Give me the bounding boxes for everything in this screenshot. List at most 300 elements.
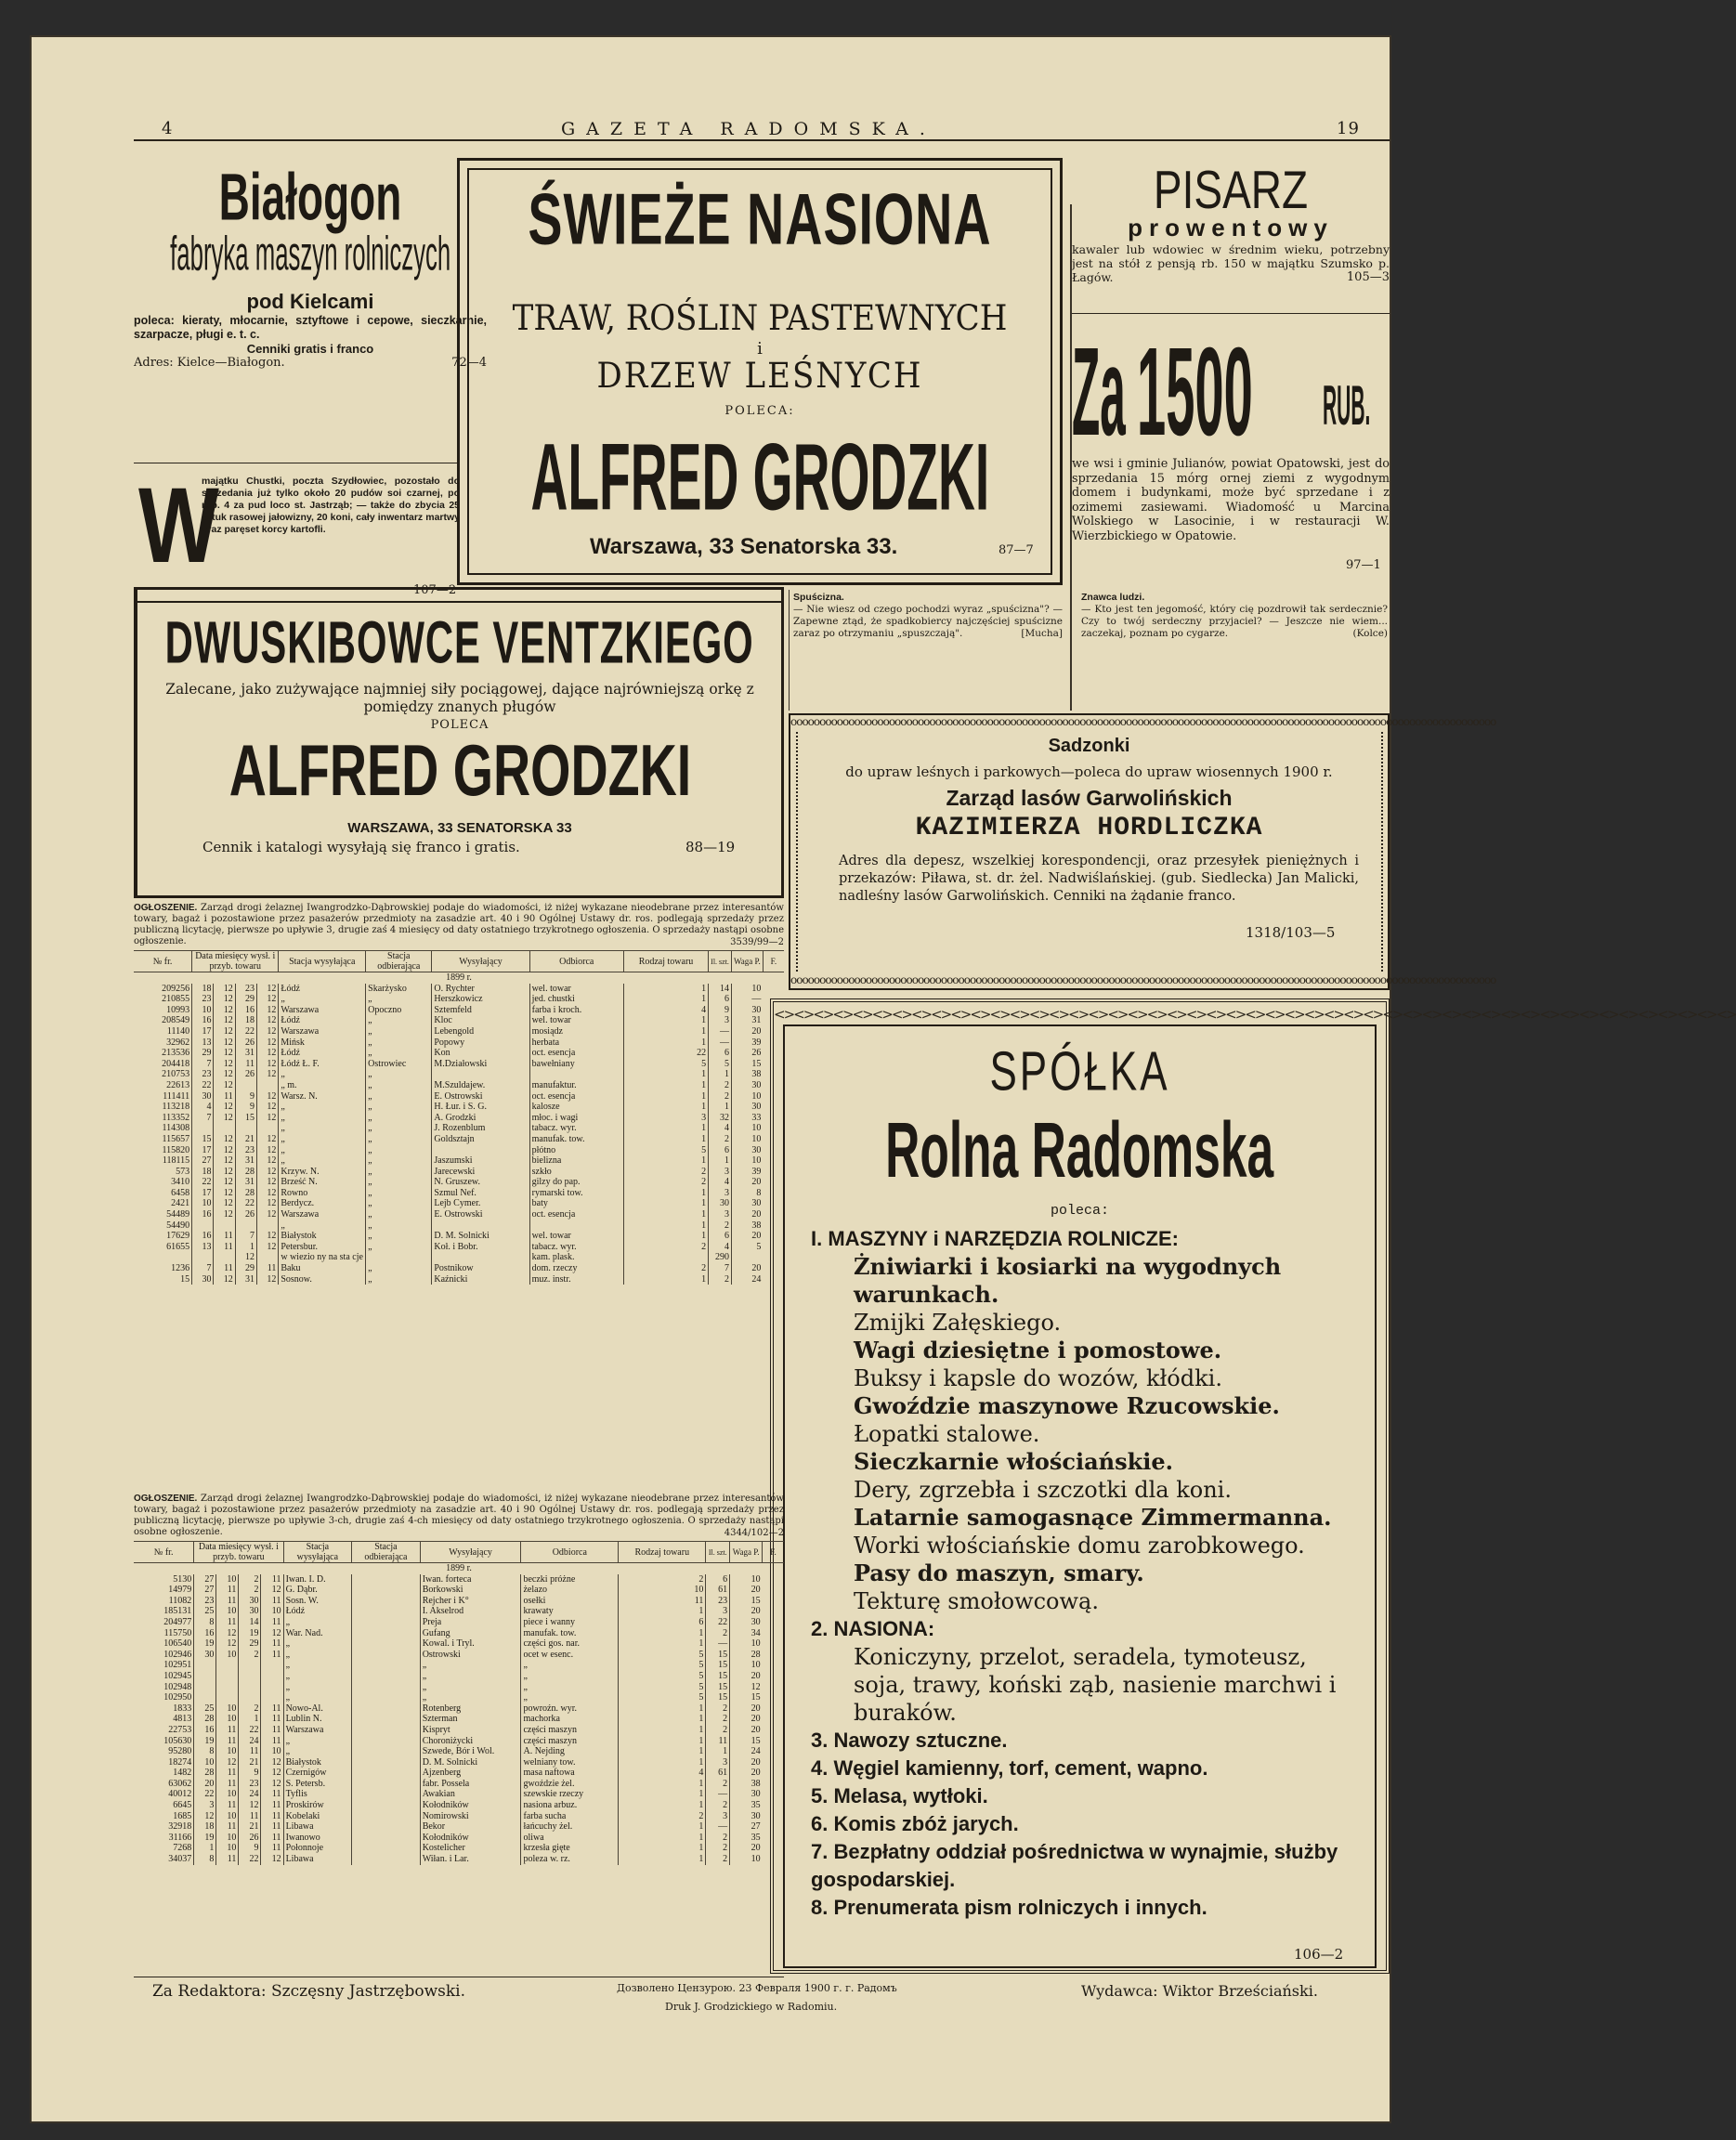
table-cell: rymarski tow. — [529, 1188, 623, 1199]
table-cell: 11 — [261, 1703, 283, 1715]
table-cell: Kowal. i Tryl. — [420, 1638, 521, 1650]
pisarz-body: kawaler lub wdowiec w średnim wieku, potrzebny jest na stół z pensją rb. 150 w majątku Szumsko p. Łagów. — [1072, 242, 1390, 284]
table-cell: „ — [366, 1069, 432, 1080]
col-wysylajacy: Wysyłający — [432, 951, 529, 972]
table-cell: 31 — [235, 1048, 256, 1059]
table-cell: „ — [366, 1026, 432, 1037]
table-cell — [352, 1650, 421, 1661]
table-cell: 25 — [194, 1703, 216, 1715]
table-cell: 30 — [730, 1617, 763, 1628]
table-cell: 115750 — [163, 1627, 192, 1638]
table-cell: powroźn. wyr. — [521, 1703, 619, 1715]
table-cell — [194, 1692, 216, 1703]
table-cell: Ajzenberg — [420, 1768, 521, 1779]
table-cell: 17 — [192, 1145, 214, 1156]
col-szt: Il. szt. — [709, 951, 732, 972]
table-cell: 30 — [194, 1650, 216, 1661]
masthead-title: GAZETA RADOMSKA. — [561, 119, 936, 139]
table-cell — [352, 1703, 421, 1715]
table-cell: 1 — [235, 1242, 256, 1253]
table-cell: 10 — [216, 1574, 239, 1585]
table-cell: 19 — [194, 1638, 216, 1650]
table-row — [134, 1274, 784, 1285]
table-cell: 12 — [257, 1274, 279, 1285]
table-row — [134, 1048, 784, 1059]
table-cell — [529, 1069, 623, 1080]
table-row — [134, 1080, 784, 1091]
table-cell: 1 — [623, 1091, 708, 1103]
table-cell: 12 — [214, 1274, 235, 1285]
table-cell: piece i wanny — [521, 1617, 619, 1628]
table-cell — [352, 1768, 421, 1779]
table-cell — [257, 1220, 279, 1232]
table-cell: 204977 — [163, 1616, 192, 1627]
table-cell: 18 — [235, 1015, 256, 1026]
table-row — [134, 1821, 784, 1833]
table-row — [134, 1768, 784, 1779]
table-cell: Rejcher i K° — [420, 1596, 521, 1607]
table-cell: 5 — [623, 1059, 708, 1070]
table-cell: — — [709, 1026, 732, 1037]
table-cell: 16 — [192, 1231, 214, 1242]
table-cell: 20 — [730, 1585, 763, 1596]
table-cell: 12 — [214, 1015, 235, 1026]
table-cell: „ — [366, 1231, 432, 1242]
table-cell: „ — [283, 1746, 352, 1757]
table-cell: „ — [279, 1155, 366, 1167]
table-cell — [352, 1725, 421, 1736]
table-cell: baty — [529, 1198, 623, 1209]
table-cell: „ — [521, 1671, 619, 1682]
table-cell: „ — [283, 1682, 352, 1693]
table-cell: 5 — [709, 1059, 732, 1070]
table-cell: „ — [521, 1692, 619, 1703]
table-cell: 32918 — [168, 1821, 192, 1833]
table-cell: 11 — [214, 1091, 235, 1103]
table-cell: 12 — [257, 984, 279, 995]
table-cell — [352, 1682, 421, 1693]
table-cell: 16 — [194, 1628, 216, 1639]
table-cell: oliwa — [521, 1833, 619, 1844]
table-cell: 12 — [214, 1177, 235, 1188]
table-cell: Sztemfeld — [432, 1005, 529, 1016]
table-cell: 1 — [619, 1800, 706, 1811]
table-cell: 1 — [194, 1843, 216, 1854]
nasiona-line1: TRAW, ROŚLIN PASTEWNYCH — [512, 298, 1008, 339]
table-cell: 40012 — [168, 1789, 192, 1800]
table-cell: 24 — [239, 1789, 261, 1800]
table-cell: 1 — [623, 1220, 708, 1232]
table-row — [134, 1188, 784, 1199]
table-cell: 13 — [192, 1037, 214, 1049]
table-cell: Szmul Nef. — [432, 1188, 529, 1199]
table-cell — [257, 1080, 279, 1091]
sadzonki-code: 1318/103—5 — [1246, 924, 1336, 941]
table-cell: 1 — [619, 1606, 706, 1617]
table-cell: 10 — [731, 1155, 763, 1167]
table-cell — [134, 1252, 192, 1263]
table-cell: 9 — [239, 1843, 261, 1854]
dwuskibowce-body: Zalecane, jako zużywające najmniej siły pociągowej, dające najrówniejszą orkę z pomiędzy znanych pługów — [165, 681, 754, 715]
table-cell: fabr. Possela — [420, 1779, 521, 1790]
table-cell: 20 — [730, 1843, 763, 1854]
table-cell: „ — [366, 1123, 432, 1134]
table-cell: 15 — [706, 1660, 730, 1671]
table-cell: 26 — [235, 1209, 256, 1220]
table-cell: Wiłan. i Lar. — [420, 1854, 521, 1865]
za-word: Za — [1072, 320, 1126, 462]
table-cell — [352, 1574, 421, 1585]
col-fr: № fr. — [134, 951, 192, 972]
table-cell: 10 — [216, 1703, 239, 1715]
table-cell: 2 — [619, 1811, 706, 1822]
table-cell: 12 — [257, 1113, 279, 1124]
table-cell: 12 — [214, 1167, 235, 1178]
table-cell: 111411 — [163, 1090, 190, 1102]
sadzonki-line1: do upraw leśnych i parkowych—poleca do upraw wiosennych 1900 r. — [845, 763, 1333, 780]
dwuskibowce-firm: ALFRED GRODZKI — [228, 730, 691, 812]
table-cell: 1 — [623, 1209, 708, 1220]
table-cell: 10 — [619, 1585, 706, 1596]
col-f: F. — [763, 951, 784, 972]
table-cell: 15 — [730, 1596, 763, 1607]
table-cell: poleza w. rz. — [521, 1854, 619, 1865]
table-cell: 2 — [623, 1242, 708, 1253]
table-cell: muz. instr. — [529, 1274, 623, 1285]
table-cell: 30 — [731, 1080, 763, 1091]
notice1-body: Zarząd drogi żelaznej Iwangrodzko-Dąbrowskiej podaje do wiadomości, iż niżej wykazane nieodebrane przez interesantów towary, bagaż i pozostawione przez pasażerów przedmioty na zasadzie art. 40 i 90 Ogólnej Ustawy dr. ros. podlegają sprzedaży przez publiczną licytację, pierwsze po upływie 3, drugie zaś 4 miesięcy od daty ostatniego trzykrotnego ogłoszenia. O sprzedaży nastąpi osobne ogłoszenie. — [134, 903, 784, 946]
table-cell: masa naftowa — [521, 1768, 619, 1779]
table-cell: 12 — [214, 1198, 235, 1209]
za1500-heading — [1072, 320, 1390, 462]
table-cell: E. Ostrowski — [432, 1091, 529, 1103]
table-cell: 2 — [239, 1574, 261, 1585]
table-cell: Libawa — [283, 1854, 352, 1865]
table-row — [134, 1026, 784, 1037]
table-cell: 1 — [619, 1789, 706, 1800]
table-cell: Łódź — [283, 1606, 352, 1617]
table-cell: 1 — [619, 1703, 706, 1715]
table-cell: wel. towar — [529, 1231, 623, 1242]
table-cell: 11 — [216, 1596, 239, 1607]
table-cell: części gos. nar. — [521, 1638, 619, 1650]
table-cell: O. Rychter — [432, 984, 529, 995]
table-cell: 17629 — [166, 1231, 190, 1242]
table-cell: 15 — [180, 1273, 190, 1285]
table-cell — [235, 1080, 256, 1091]
table-cell: 12 — [257, 1231, 279, 1242]
table-cell: 20 — [730, 1703, 763, 1715]
table-cell: Warsz. N. — [279, 1091, 366, 1103]
col2-f: F. — [763, 1542, 784, 1563]
table-cell: 11 — [261, 1650, 283, 1661]
table-cell: 115820 — [162, 1144, 190, 1155]
table-cell: 12 — [257, 1059, 279, 1070]
table-cell: 4 — [709, 1242, 732, 1253]
table-cell: Jaszumski — [432, 1155, 529, 1167]
table-cell: „ — [366, 1145, 432, 1156]
table-cell: 11 — [257, 1263, 279, 1274]
table-row — [134, 1736, 784, 1747]
table-cell: 10 — [731, 1123, 763, 1134]
table-cell: 12 — [214, 1134, 235, 1145]
table-row — [134, 1574, 784, 1585]
table-cell: 1 — [709, 1155, 732, 1167]
table-cell: oct. esencja — [529, 1209, 623, 1220]
pisarz-title: PISARZ — [1153, 159, 1309, 220]
table-cell: 28 — [194, 1714, 216, 1725]
table-cell — [352, 1779, 421, 1790]
table-cell: Baku — [279, 1263, 366, 1274]
table-cell: Rowno — [279, 1188, 366, 1199]
table-row — [134, 1167, 784, 1178]
table-cell: 2 — [709, 1080, 732, 1091]
table-cell: 11 — [261, 1596, 283, 1607]
table-cell: 9 — [239, 1768, 261, 1779]
table-cell: 10 — [261, 1606, 283, 1617]
bialogon-code: 72—4 — [451, 356, 487, 370]
table-cell: 10 — [216, 1843, 239, 1854]
table-cell: 11 — [216, 1617, 239, 1628]
table-cell — [352, 1736, 421, 1747]
notice2-table — [134, 1541, 784, 1865]
table-cell: 2 — [709, 1091, 732, 1103]
table-cell: machorka — [521, 1714, 619, 1725]
table-cell: 8 — [731, 1188, 763, 1199]
table-cell: 12 — [214, 994, 235, 1005]
table-cell: N. Gruszew. — [432, 1177, 529, 1188]
table-cell: oct. esencja — [529, 1091, 623, 1103]
table-cell — [239, 1682, 261, 1693]
table-cell: 2 — [706, 1714, 730, 1725]
table-cell: 1236 — [171, 1263, 190, 1274]
table-cell: 22 — [706, 1617, 730, 1628]
table-cell: 21 — [239, 1821, 261, 1833]
table-cell: 30 — [731, 1102, 763, 1113]
table-cell: 10 — [216, 1811, 239, 1822]
table-cell: 10 — [731, 1134, 763, 1145]
spolka-list-item: Zmijki Załęskiego. — [854, 1310, 1062, 1336]
table-cell — [352, 1821, 421, 1833]
table-cell: 23 — [706, 1596, 730, 1607]
table-cell — [239, 1692, 261, 1703]
table-row — [134, 1252, 784, 1263]
table-row — [134, 1682, 784, 1693]
table-cell: E. Ostrowski — [432, 1209, 529, 1220]
sadzonki-name: KAZIMIERZA HORDLICZKA — [915, 814, 1263, 842]
table-cell: Warszawa — [283, 1725, 352, 1736]
table-cell: 24 — [239, 1736, 261, 1747]
bialogon-subtitle: fabryka maszyn rolniczych — [169, 227, 451, 281]
table-cell: 2 — [239, 1585, 261, 1596]
table-cell: Skarżysko — [366, 984, 432, 995]
table-cell — [432, 1252, 529, 1263]
table-cell: 3 — [709, 1209, 732, 1220]
table-cell: „ — [366, 1177, 432, 1188]
table-cell: 11 — [239, 1811, 261, 1822]
table-cell: gilzy do pap. — [529, 1177, 623, 1188]
table-cell: „ — [279, 1102, 366, 1113]
table-cell: 11 — [216, 1725, 239, 1736]
table-cell: welniany tow. — [521, 1757, 619, 1768]
table-cell: 23 — [192, 994, 214, 1005]
spolka-list-item: 4. Węgiel kamienny, torf, cement, wapno. — [811, 1756, 1208, 1780]
table-cell — [352, 1692, 421, 1703]
col2-data: Data miesięcy wysł. i przyb. towaru — [194, 1542, 283, 1563]
spolka-list-item: Dery, zgrzebła i szczotki dla koni. — [854, 1477, 1232, 1503]
table-cell: 18 — [192, 984, 214, 995]
table-cell: farba i kroch. — [529, 1005, 623, 1016]
table-cell: „ — [366, 1155, 432, 1167]
table-cell: 1 — [706, 1746, 730, 1757]
table-cell: „ — [283, 1617, 352, 1628]
spuscizna-source: [Mucha] — [1021, 628, 1063, 639]
table-cell: 20 — [730, 1757, 763, 1768]
table-cell: 1 — [619, 1843, 706, 1854]
table-cell: 12 — [214, 1188, 235, 1199]
table-row — [134, 1833, 784, 1844]
table-row — [134, 1854, 784, 1865]
table-cell — [235, 1123, 256, 1134]
chustki-body: majątku Chustki, poczta Szydłowiec, pozostało do sprzedania już tylko około 20 pudów soi czarnej, po rub. 4 za pud loco st. Jastrząb; — także do zbycia 25 sztuk rasowej jałowizny, 20 koni, cały inwentarz martwy oraz paręset korcy kartofli. — [202, 476, 460, 535]
table-cell: 19 — [194, 1833, 216, 1844]
table-cell: Kispryt — [420, 1725, 521, 1736]
table-cell: 26 — [239, 1833, 261, 1844]
table-cell: „ — [283, 1660, 352, 1671]
table-cell: 3 — [709, 1015, 732, 1026]
table-cell: gwoździe żel. — [521, 1779, 619, 1790]
table-cell: H. Łur. i S. G. — [432, 1102, 529, 1113]
table-cell — [352, 1746, 421, 1757]
table-cell: 2 — [239, 1650, 261, 1661]
table-cell: 34 — [730, 1628, 763, 1639]
table-cell: farba sucha — [521, 1811, 619, 1822]
spolka-list — [811, 1225, 1359, 1922]
table-cell: części maszyn — [521, 1736, 619, 1747]
table-cell: 4 — [709, 1123, 732, 1134]
table-cell: 12 — [257, 1177, 279, 1188]
table-cell — [261, 1692, 283, 1703]
table-cell: 30 — [192, 1091, 214, 1103]
table-row — [134, 1037, 784, 1049]
table-cell — [352, 1789, 421, 1800]
table-cell: 2 — [619, 1574, 706, 1585]
table-cell: Tyflis — [283, 1789, 352, 1800]
table-cell: manufaktur. — [529, 1080, 623, 1091]
table-cell: 6 — [706, 1574, 730, 1585]
table-cell: 32962 — [166, 1037, 190, 1048]
table-cell: Jarecewski — [432, 1167, 529, 1178]
table-cell: 11 — [216, 1736, 239, 1747]
table-cell: 11140 — [166, 1025, 190, 1037]
table-cell: 12 — [257, 1005, 279, 1016]
col2-odbiorca: Odbiorca — [521, 1542, 619, 1563]
table-cell: 1 — [619, 1736, 706, 1747]
table-cell: 4 — [619, 1768, 706, 1779]
notice1-table — [134, 950, 784, 1285]
table-cell: 32 — [709, 1113, 732, 1124]
table-cell: 8 — [194, 1617, 216, 1628]
table-cell: Szwede, Bór i Wol. — [420, 1746, 521, 1757]
table-row — [134, 1638, 784, 1650]
table-cell: 4 — [623, 1005, 708, 1016]
spolka-list-item: Latarnie samogasnące Zimmermanna. — [854, 1504, 1332, 1531]
table-row — [134, 1703, 784, 1715]
table-cell: 12 — [214, 1102, 235, 1113]
table-cell: 5 — [623, 1145, 708, 1156]
table-cell: 12 — [257, 1015, 279, 1026]
table-cell: szewskie rzeczy — [521, 1789, 619, 1800]
table-cell: 115657 — [162, 1133, 190, 1144]
spolka-list-item: Tekturę smołowcową. — [854, 1588, 1099, 1614]
table-cell: Łódź — [279, 1015, 366, 1026]
table-cell: 22 — [194, 1789, 216, 1800]
table-cell: 30 — [731, 1145, 763, 1156]
table-cell: 1 — [619, 1725, 706, 1736]
table-cell: 12 — [214, 1145, 235, 1156]
table-cell: 10 — [731, 1091, 763, 1103]
table-cell: „ — [420, 1682, 521, 1693]
sadzonki-ad: oooooooooooooooooooooooooooooooooooooooooooooooooooooooooooooooooooooooooooooooooooooooooooooooooooooooooooooooooooooooooo oooooooooooooooooooooooooooooooooooooooooooooooooooooooooooooooooooooooooooooooooooooooooooooooooooooooooooooooooooooooooo Sadzonki do upraw leśnych i parkowych—poleca do upraw wiosennych 1900 r. Zarząd lasów Garwolińskich KAZIMIERZA HORDLICZKA Adres dla depesz, wszelkiej korespondencji, oraz przesyłek pieniężnych i przekazów: Piława, st. dr. żel. Nadwiślańskiej. (gub. Siedlecka) Jan Malicki, nadleśny lasów Garwolińskich. Cenniki na żądanie franco. 1318/103—5 — [789, 713, 1390, 990]
table-cell: 12 — [261, 1757, 283, 1768]
table-cell — [352, 1757, 421, 1768]
table-cell: 11 — [619, 1596, 706, 1607]
table-cell — [194, 1671, 216, 1682]
table-cell: 11 — [261, 1800, 283, 1811]
table-cell: I. Akselrod — [420, 1606, 521, 1617]
table-row — [134, 1177, 784, 1188]
footer-printer: Druk J. Grodzickiego w Radomiu. — [665, 2001, 838, 2013]
table-cell: 7 — [192, 1263, 214, 1274]
spolka-list-item: Żniwiarki i kosiarki na wygodnych warunkach. — [854, 1253, 1282, 1308]
table-cell: 1 — [619, 1854, 706, 1865]
table-cell: 8 — [194, 1746, 216, 1757]
table-cell — [214, 1123, 235, 1134]
table-cell: 11 — [216, 1585, 239, 1596]
table-cell: „ — [366, 1102, 432, 1113]
table-cell: łańcuchy żel. — [521, 1821, 619, 1833]
col-stacja-odb: Stacja odbierająca — [366, 951, 432, 972]
table-cell: 30 — [730, 1811, 763, 1822]
table-cell: 12 — [239, 1800, 261, 1811]
table-cell: kam. plask. — [529, 1252, 623, 1263]
table-cell: 290 — [709, 1252, 732, 1263]
table-cell: Opoczno — [366, 1005, 432, 1016]
table-cell: 12 — [214, 1113, 235, 1124]
table-cell: 11 — [261, 1714, 283, 1725]
table-cell: 1 — [623, 1026, 708, 1037]
table-cell: 102948 — [163, 1681, 192, 1692]
table-cell: 11 — [706, 1736, 730, 1747]
table-cell: 54489 — [166, 1209, 190, 1220]
table-cell: „ — [283, 1671, 352, 1682]
table-cell: 573 — [176, 1166, 190, 1177]
table-cell: 61655 — [166, 1241, 190, 1252]
table-cell: 12 — [257, 1145, 279, 1156]
table-cell: 6645 — [173, 1800, 192, 1811]
table-cell: 11 — [216, 1821, 239, 1833]
table-cell: 16 — [194, 1725, 216, 1736]
table-cell: 5130 — [173, 1573, 192, 1585]
table-cell: 28 — [730, 1650, 763, 1661]
table-cell: 22753 — [168, 1724, 192, 1735]
table-cell: 3 — [706, 1757, 730, 1768]
table-cell: Iwanowo — [283, 1833, 352, 1844]
spolka-list-item: Wagi dziesiętne i pomostowe. — [854, 1337, 1222, 1364]
table-cell: 21 — [239, 1757, 261, 1768]
table-cell: 102946 — [163, 1649, 192, 1660]
table-cell: Goldsztajn — [432, 1134, 529, 1145]
